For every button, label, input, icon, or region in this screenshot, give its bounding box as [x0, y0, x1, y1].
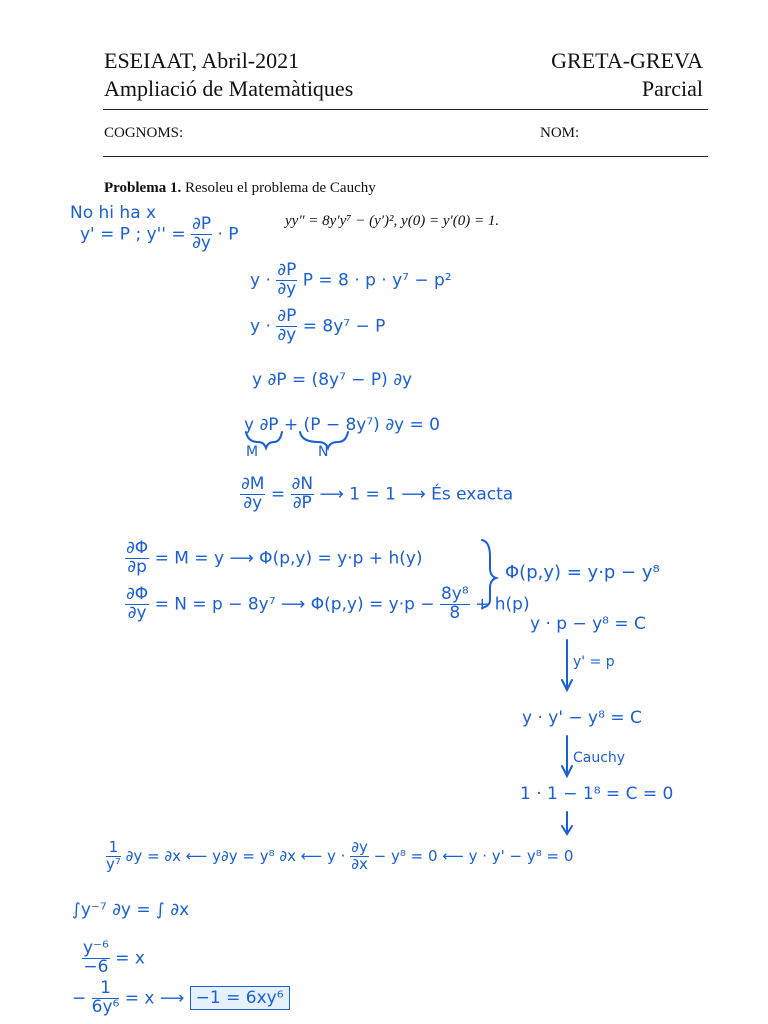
exam-type: Parcial	[641, 76, 703, 101]
problem-statement	[104, 180, 376, 197]
arrow-head-1	[562, 680, 572, 690]
substitution-line: y' = P ; y'' = $\frac{\partial P}{\partial y}$ · P	[80, 214, 239, 253]
result-line-3: 1 · 1 − 1⁸ = C = 0	[520, 784, 674, 804]
note-cauchy: Cauchy	[573, 750, 626, 766]
result-line-2: y · y' − y⁸ = C	[522, 708, 642, 728]
step-3: y ∂P = (8y⁷ − P) ∂y	[252, 370, 413, 390]
cauchy-equation: yy″ = 8y′y⁷ − (y′)², y(0) = y′(0) = 1.	[285, 213, 500, 229]
step-4: y ∂P + (P − 8y⁷) ∂y = 0	[244, 415, 440, 435]
step-2: y · $\frac{\partial P}{\partial y}$ = 8y⁷ − P	[250, 306, 386, 345]
note-substitute-p: y' = p	[573, 654, 615, 670]
group-label: GRETA-GREVA	[551, 48, 703, 73]
integral-line: ∫y⁻⁷ ∂y = ∫ ∂x	[72, 900, 190, 920]
step-1: y · $\frac{\partial P}{\partial y}$ P = 8 · p · y⁷ − p²	[250, 260, 452, 299]
final-answer-box: −1 = 6xy⁶	[190, 986, 290, 1010]
separation-line: $\frac{1}{\text{y⁷}}$ ∂y = ∂x ⟵ y∂y = y⁸ ∂x ⟵ y · $\frac{\partial y}{\partial x}$ − y⁸ = 0 ⟵ y · y' − y⁸ = 0	[106, 838, 574, 873]
arrow-head-3	[562, 826, 572, 834]
label-M: M	[246, 444, 259, 460]
problem-title: Problema 1.	[104, 180, 182, 196]
substitution-fraction: $\frac{\partial P}{\partial y}$	[192, 214, 212, 253]
potential-line-2: $\frac{\partial\Phi}{\partial y}$ = N = p − 8y⁷ ⟶ Φ(p,y) = y·p − $\frac{\text{8y⁸}}{8}$ + h(p)	[126, 584, 530, 623]
exactness-check: $\frac{\partial M}{\partial y}$ = $\frac{\partial N}{\partial P}$ ⟶ 1 = 1 ⟶ És exacta	[241, 474, 514, 513]
integrated-line: $\frac{\text{y⁻⁶}}{-6}$ = x	[83, 938, 145, 977]
surname-label: COGNOMS:	[104, 125, 184, 141]
note-no-x: No hi ha x	[70, 203, 157, 223]
final-line: − $\frac{1}{\text{6y⁶}}$ = x ⟶ −1 = 6xy⁶	[72, 980, 290, 1017]
phi-result: Φ(p,y) = y·p − y⁸	[505, 562, 660, 583]
arrow-head-2	[562, 766, 572, 776]
school-date: ESEIAAT, Abril-2021	[104, 48, 300, 73]
potential-line-1: $\frac{\partial\Phi}{\partial p}$ = M = y ⟶ Φ(p,y) = y·p + h(y)	[126, 538, 423, 577]
name-label: NOM:	[540, 125, 580, 141]
label-N: N	[318, 444, 329, 460]
fields-rule	[103, 156, 708, 157]
result-line-1: y · p − y⁸ = C	[530, 614, 646, 634]
header-rule	[103, 109, 708, 110]
course-title: Ampliació de Matemàtiques	[104, 76, 354, 101]
problem-text: Resoleu el problema de Cauchy	[184, 180, 376, 196]
